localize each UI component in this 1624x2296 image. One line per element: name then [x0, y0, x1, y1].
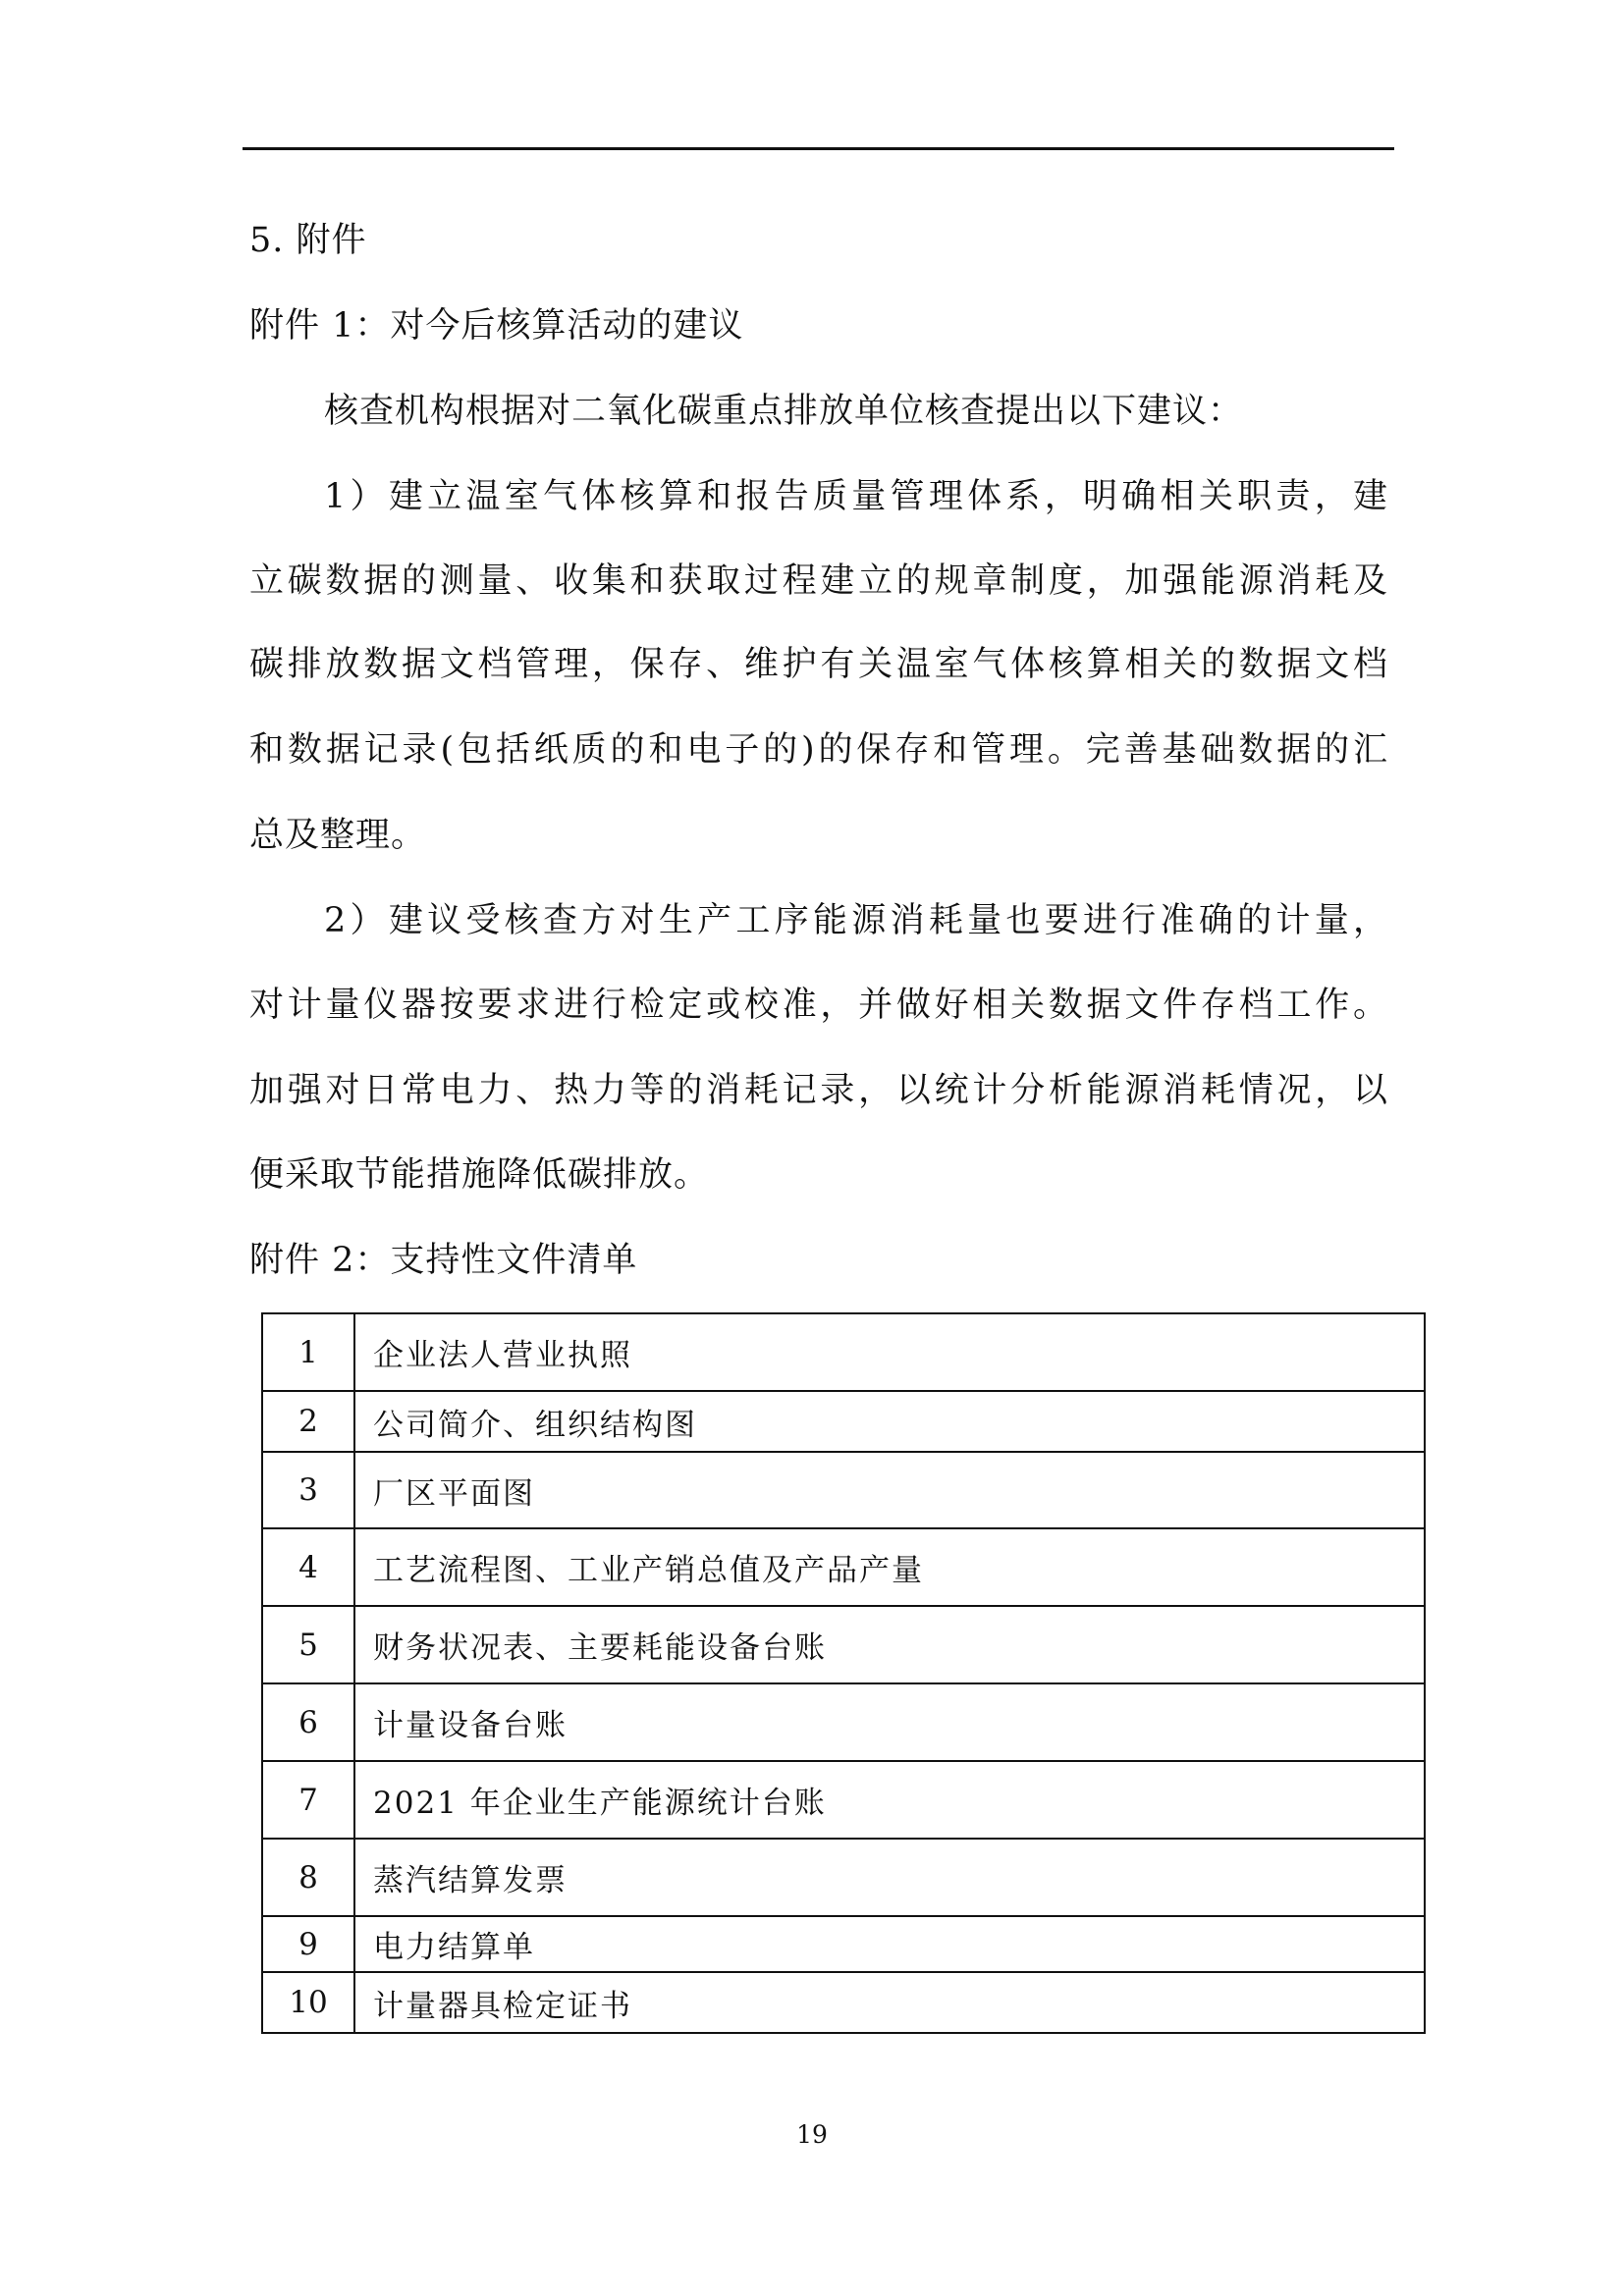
document-name: 2021 年企业生产能源统计台账	[354, 1761, 1425, 1839]
table-row	[262, 1528, 1425, 1606]
attachment1-intro: 核查机构根据对二氧化碳重点排放单位核查提出以下建议：	[324, 392, 1244, 431]
row-number: 9	[262, 1916, 354, 1972]
page-number: 19	[796, 2120, 828, 2149]
table-row	[262, 1916, 1425, 1972]
row-number: 3	[262, 1452, 354, 1528]
row-number: 5	[262, 1606, 354, 1683]
row-number: 2	[262, 1391, 354, 1452]
table-row	[262, 1683, 1425, 1761]
supporting-documents-table	[261, 1312, 1426, 2034]
paragraph2-line: 对计量仪器按要求进行检定或校准，并做好相关数据文件存档工作。	[249, 986, 1388, 1025]
document-name: 工艺流程图、工业产销总值及产品产量	[354, 1528, 1425, 1606]
row-number: 10	[262, 1972, 354, 2033]
paragraph2-line: 加强对日常电力、热力等的消耗记录，以统计分析能源消耗情况，以	[249, 1071, 1388, 1110]
document-name: 蒸汽结算发票	[354, 1839, 1425, 1916]
table-row	[262, 1391, 1425, 1452]
paragraph1-line: 1）建立温室气体核算和报告质量管理体系，明确相关职责，建	[324, 477, 1388, 516]
table-row	[262, 1761, 1425, 1839]
table-row	[262, 1972, 1425, 2033]
table-row	[262, 1839, 1425, 1916]
table-row	[262, 1606, 1425, 1683]
row-number: 1	[262, 1313, 354, 1391]
paragraph1-line: 碳排放数据文档管理，保存、维护有关温室气体核算相关的数据文档	[249, 645, 1388, 684]
attachment1-title: 附件 1：对今后核算活动的建议	[249, 306, 744, 346]
document-name: 财务状况表、主要耗能设备台账	[354, 1606, 1425, 1683]
document-name: 企业法人营业执照	[354, 1313, 1425, 1391]
section-title: 5. 附件	[249, 221, 367, 260]
document-name: 公司简介、组织结构图	[354, 1391, 1425, 1452]
attachment2-title: 附件 2：支持性文件清单	[249, 1241, 638, 1280]
row-number: 4	[262, 1528, 354, 1606]
row-number: 8	[262, 1839, 354, 1916]
document-name: 厂区平面图	[354, 1452, 1425, 1528]
document-name: 计量器具检定证书	[354, 1972, 1425, 2033]
paragraph1-line: 和数据记录(包括纸质的和电子的)的保存和管理。完善基础数据的汇	[249, 730, 1388, 770]
row-number: 7	[262, 1761, 354, 1839]
paragraph1-line: 立碳数据的测量、收集和获取过程建立的规章制度，加强能源消耗及	[249, 561, 1388, 601]
table-row	[262, 1313, 1425, 1391]
header-rule	[243, 147, 1394, 150]
document-name: 计量设备台账	[354, 1683, 1425, 1761]
table-row	[262, 1452, 1425, 1528]
paragraph2-line: 便采取节能措施降低碳排放。	[249, 1155, 710, 1195]
document-name: 电力结算单	[354, 1916, 1425, 1972]
paragraph1-line: 总及整理。	[249, 816, 427, 855]
row-number: 6	[262, 1683, 354, 1761]
paragraph2-line: 2）建议受核查方对生产工序能源消耗量也要进行准确的计量，	[324, 901, 1388, 940]
